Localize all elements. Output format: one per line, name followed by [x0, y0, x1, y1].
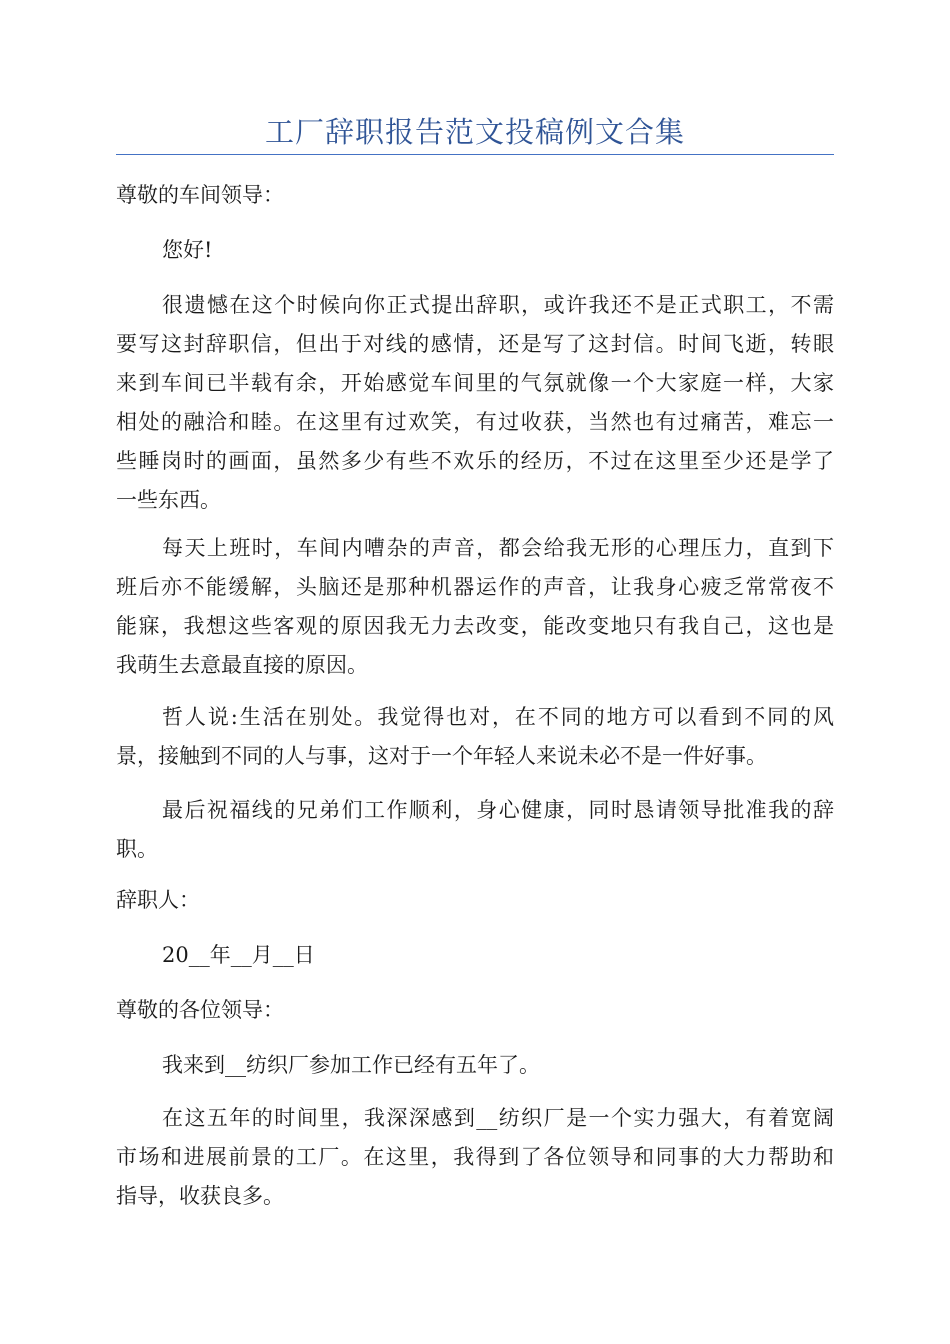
paragraph-line: 在这五年的时间里，我深深感到__纺织厂是一个实力强大，有着宽阔 [162, 1106, 834, 1130]
paragraph-line: 每天上班时，车间内嘈杂的声音，都会给我无形的心理压力，直到下 [162, 536, 834, 560]
paragraph-line: 要写这封辞职信，但出于对线的感情，还是写了这封信。时间飞逝，转眼 [116, 332, 834, 356]
paragraph-line: 班后亦不能缓解，头脑还是那种机器运作的声音，让我身心疲乏常常夜不 [116, 575, 834, 599]
paragraph-line: 来到车间已半载有余，开始感觉车间里的气氛就像一个大家庭一样，大家 [116, 371, 834, 395]
paragraph-line: 很遗憾在这个时候向你正式提出辞职，或许我还不是正式职工，不需 [162, 293, 834, 317]
signer-label: 辞职人： [116, 888, 200, 912]
paragraph-line: 相处的融洽和睦。在这里有过欢笑，有过收获，当然也有过痛苦，难忘一 [116, 410, 834, 434]
paragraph-line: 最后祝福线的兄弟们工作顺利，身心健康，同时恳请领导批准我的辞 [162, 798, 834, 822]
paragraph-line: 我萌生去意最直接的原因。 [116, 653, 368, 677]
date-line: 20__年__月__日 [162, 943, 315, 967]
paragraph-6 [116, 1099, 834, 1216]
paragraph-line: 景，接触到不同的人与事，这对于一个年轻人来说未必不是一件好事。 [116, 744, 767, 768]
paragraph-line: 市场和进展前景的工厂。在这里，我得到了各位领导和同事的大力帮助和 [116, 1145, 834, 1169]
paragraph-2 [116, 529, 834, 685]
paragraph-line: 一些东西。 [116, 488, 221, 512]
paragraph-line: 些睡岗时的画面，虽然多少有些不欢乐的经历，不过在这里至少还是学了 [116, 449, 834, 473]
greeting: 您好! [162, 238, 213, 262]
paragraph-line: 哲人说:生活在别处。我觉得也对，在不同的地方可以看到不同的风 [162, 705, 834, 729]
salutation-1: 尊敬的车间领导： [116, 183, 284, 207]
salutation-2: 尊敬的各位领导： [116, 998, 284, 1022]
document-title: 工厂辞职报告范文投稿例文合集 [264, 115, 685, 149]
title-underline [116, 154, 834, 155]
paragraph-line: 职。 [116, 837, 158, 861]
paragraph-line: 指导，收获良多。 [116, 1184, 284, 1208]
paragraph-5: 我来到__纺织厂参加工作已经有五年了。 [162, 1053, 540, 1077]
paragraph-3 [116, 698, 834, 776]
paragraph-1 [116, 286, 834, 520]
paragraph-line: 能寐，我想这些客观的原因我无力去改变，能改变地只有我自己，这也是 [116, 614, 834, 638]
paragraph-4 [116, 791, 834, 869]
